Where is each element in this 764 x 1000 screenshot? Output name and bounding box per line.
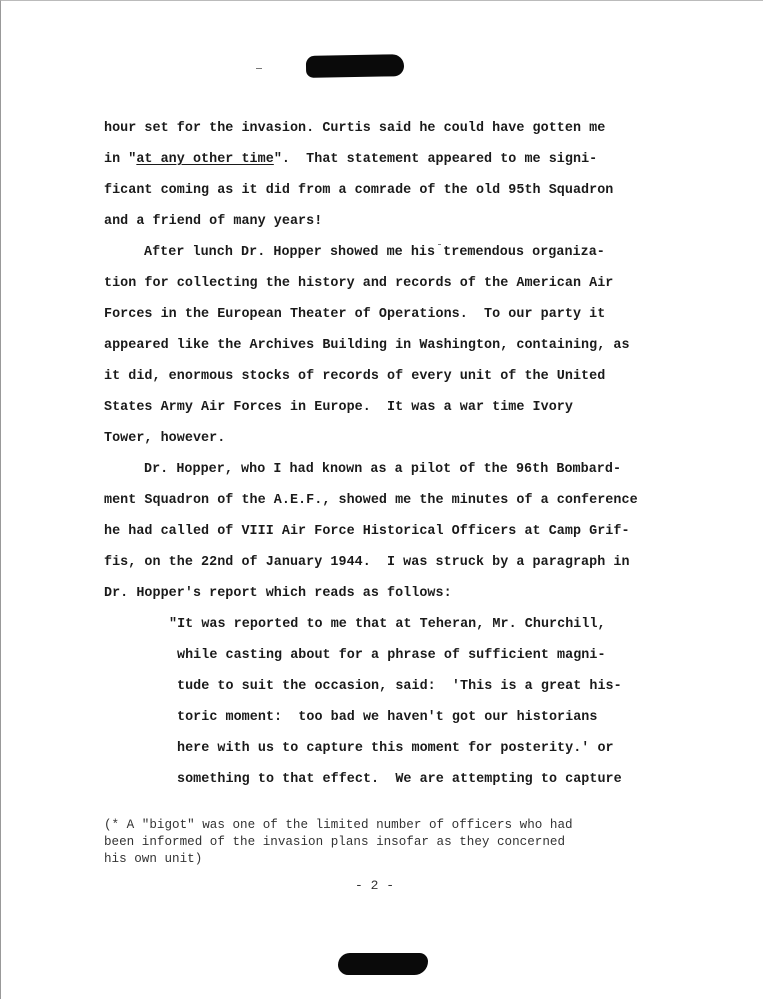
- footnote-line: been informed of the invasion plans insofar as they concerned: [104, 835, 566, 849]
- text-line: Dr. Hopper's report which reads as follows:: [104, 586, 452, 601]
- text-line: tion for collecting the history and records of the American Air: [104, 276, 614, 291]
- text-line: it did, enormous stocks of records of every unit of the United: [104, 369, 606, 384]
- redaction-mark-bottom: [338, 953, 428, 975]
- scan-speck: [256, 68, 262, 69]
- quote-line: here with us to capture this moment for posterity.' or: [177, 741, 614, 756]
- text-line: [104, 152, 597, 167]
- redaction-mark-top: [306, 54, 404, 78]
- text-line: After lunch Dr. Hopper showed me his tremendous organiza-: [144, 245, 605, 260]
- quote-line: while casting about for a phrase of sufficient magni-: [177, 648, 606, 663]
- quote-line: "It was reported to me that at Teheran, Mr. Churchill,: [169, 617, 606, 632]
- text-line: Tower, however.: [104, 431, 226, 446]
- text-line: Forces in the European Theater of Operations. To our party it: [104, 307, 606, 322]
- text-line: ment Squadron of the A.E.F., showed me the minutes of a conference: [104, 493, 638, 508]
- page-number: - 2 -: [355, 878, 395, 893]
- text-line: and a friend of many years!: [104, 214, 323, 229]
- quote-line: something to that effect. We are attempting to capture: [177, 772, 622, 787]
- text-line: States Army Air Forces in Europe. It was a war time Ivory: [104, 400, 573, 415]
- text-line: hour set for the invasion. Curtis said he could have gotten me: [104, 121, 606, 136]
- text-line: he had called of VIII Air Force Historical Officers at Camp Grif-: [104, 524, 630, 539]
- text-fragment: in ": [104, 152, 137, 167]
- text-line: ficant coming as it did from a comrade of the old 95th Squadron: [104, 183, 614, 198]
- quote-line: toric moment: too bad we haven't got our historians: [177, 710, 598, 725]
- footnote-line: his own unit): [104, 852, 203, 866]
- text-line: appeared like the Archives Building in Washington, containing, as: [104, 338, 630, 353]
- footnote-line: (* A "bigot" was one of the limited number of officers who had: [104, 818, 573, 832]
- text-line: fis, on the 22nd of January 1944. I was struck by a paragraph in: [104, 555, 630, 570]
- text-line: Dr. Hopper, who I had known as a pilot of the 96th Bombard-: [144, 462, 622, 477]
- text-fragment: ". That statement appeared to me signi-: [273, 152, 598, 167]
- quote-line: tude to suit the occasion, said: 'This is a great his-: [177, 679, 622, 694]
- underlined-phrase: at any other time: [136, 152, 274, 167]
